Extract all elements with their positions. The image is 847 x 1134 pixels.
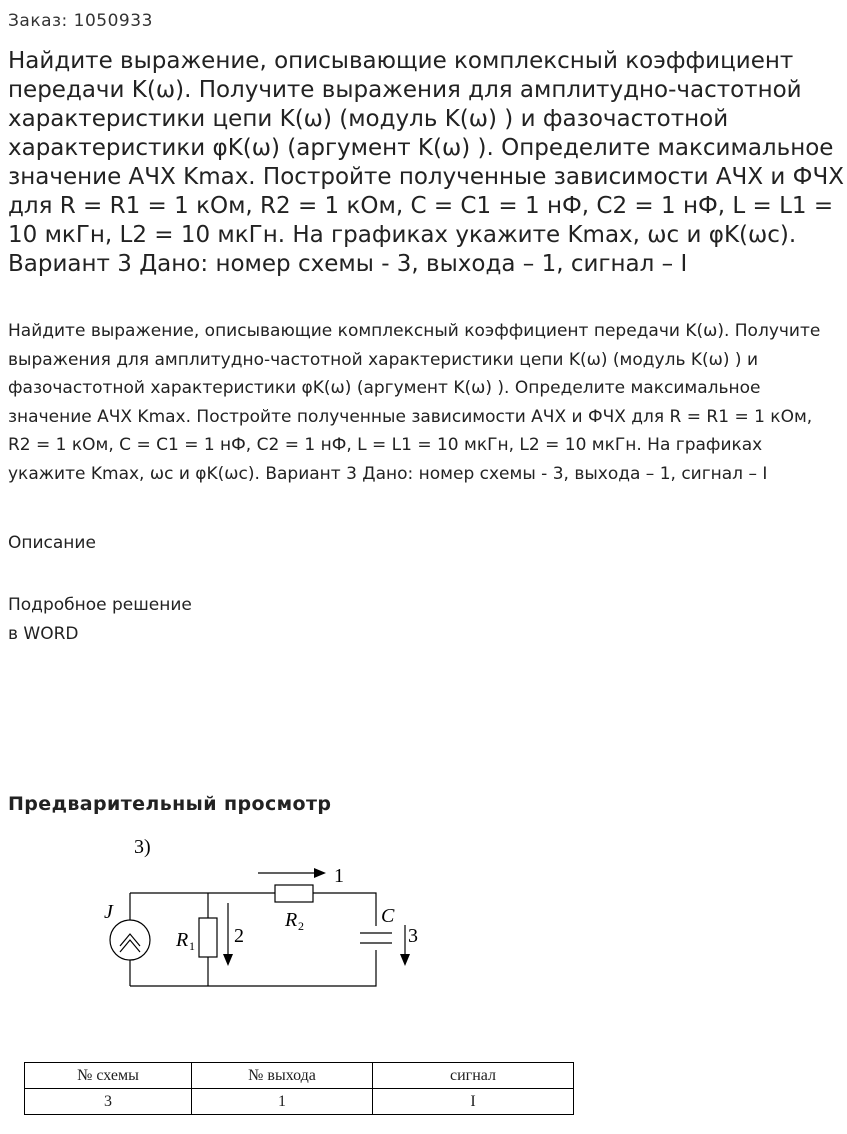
header-scheme: № схемы	[25, 1063, 192, 1089]
resistor-r2	[275, 885, 313, 902]
output-3-label: 3	[408, 925, 418, 947]
table-row	[25, 1089, 574, 1115]
resistor-r1	[199, 918, 217, 957]
capacitor-label: C	[381, 905, 395, 927]
source-arrow	[120, 934, 140, 952]
header-output: № выхода	[192, 1063, 373, 1089]
task-description: Найдите выражение, описывающие комплексный коэффициент передачи K(ω). Получите выражения для амплитудно-частотной характеристики цепи K(ω) (модуль K(ω) ) и фазочастотной характеристики φK(ω) (аргумент K(ω) ). Определите максимальное значение АЧХ Kmax. Постройте полученные зависимости АЧХ и ФЧХ для R = R1 = 1 кОм, R2 = 1 кОм, C = C1 = 1 нФ, C2 = 1 нФ, L = L1 = 10 мкГн, L2 = 10 мкГн. На графиках укажите Kmax, ωc и φK(ωc). Вариант 3 Дано: номер схемы - 3, выхода – 1, сигнал – I	[8, 321, 821, 484]
preview-heading: Предварительный просмотр	[8, 793, 332, 815]
output-2-label: 2	[234, 925, 244, 947]
r2-label: R	[285, 909, 298, 931]
cell-output: 1	[192, 1089, 373, 1115]
header-signal: сигнал	[373, 1063, 574, 1089]
table-header-row	[25, 1063, 574, 1089]
scheme-number-label: 3)	[134, 836, 151, 858]
output-1-label: 1	[334, 865, 344, 887]
description-heading: Описание	[8, 533, 96, 553]
order-number: Заказ: 1050933	[8, 11, 153, 31]
description-line-2: в WORD	[8, 624, 79, 644]
description-line-1: Подробное решение	[8, 595, 192, 615]
wire-top-right	[340, 893, 376, 926]
cell-scheme: 3	[25, 1089, 192, 1115]
wire-bottom	[130, 950, 376, 986]
circuit-diagram	[90, 830, 430, 998]
r1-subscript: 1	[189, 939, 195, 953]
parameters-table	[24, 1062, 574, 1115]
cell-signal: I	[373, 1089, 574, 1115]
r2-subscript: 2	[298, 919, 304, 933]
r1-label: R	[176, 929, 189, 951]
source-label: J	[104, 901, 113, 923]
task-title: Найдите выражение, описывающие комплексный коэффициент передачи K(ω). Получите выражения для амплитудно-частотной характеристики цепи K(ω) (модуль K(ω) ) и фазочастотной характеристики φK(ω) (аргумент K(ω) ). Определите максимальное значение АЧХ Kmax. Постройте полученные зависимости АЧХ и ФЧХ для R = R1 = 1 кОм, R2 = 1 кОм, C = C1 = 1 нФ, C2 = 1 нФ, L = L1 = 10 мкГн, L2 = 10 мкГн. На графиках укажите Kmax, ωc и φK(ωc). Вариант 3 Дано: номер схемы - 3, выхода – 1, сигнал – I	[8, 48, 844, 277]
capacitor-plates	[360, 933, 392, 943]
